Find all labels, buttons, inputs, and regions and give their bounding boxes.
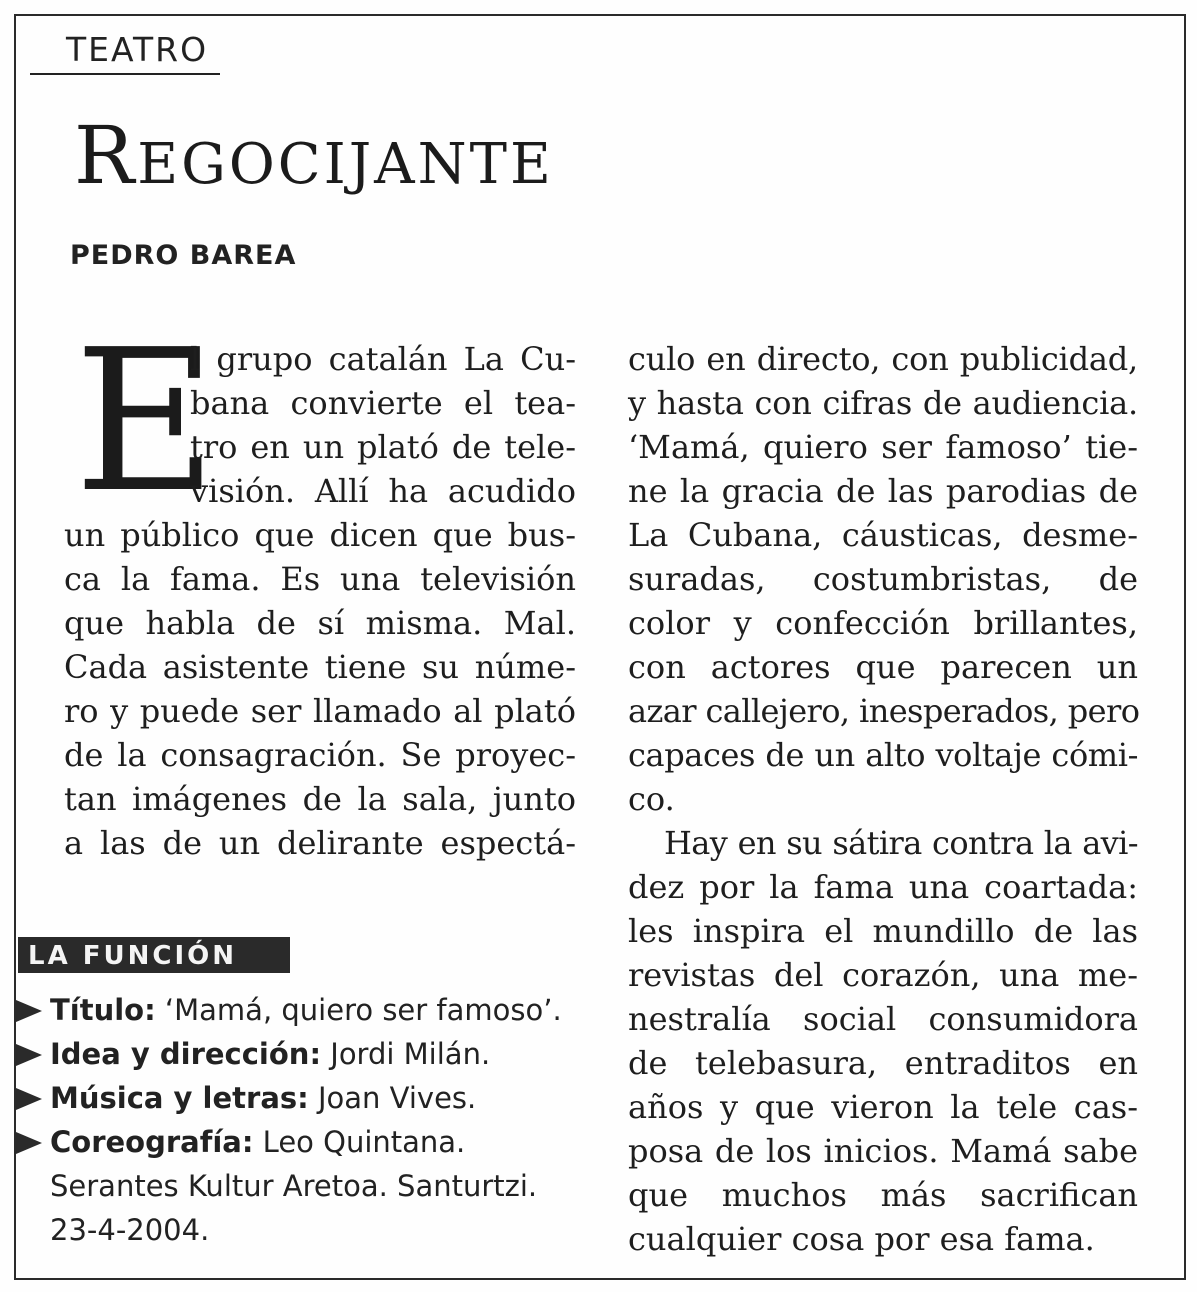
info-key: Música y letras: — [50, 1081, 309, 1115]
text-line: que muchos más sacrifican — [628, 1176, 1138, 1214]
text-line: La Cubana, cáusticas, desme- — [628, 516, 1138, 554]
article-right-column — [628, 337, 1138, 1261]
text-line: color y confección brillantes, — [628, 604, 1138, 642]
info-value: ‘Mamá, quiero ser famoso’. — [164, 993, 562, 1027]
text-line: tro en un plató de tele- — [190, 428, 576, 466]
text-line: visión. Allí ha acudido — [190, 472, 576, 510]
text-line: l grupo catalán La Cu- — [190, 340, 576, 378]
article-lines-beside-dropcap — [190, 337, 576, 513]
text-line: a las de un delirante espectá- — [64, 824, 576, 862]
text-line: ca la fama. Es una televisión — [64, 560, 576, 598]
text-line: co. — [628, 780, 675, 818]
text-line: de la consagración. Se proyec- — [64, 736, 576, 774]
info-box-title: LA FUNCIÓN — [28, 941, 237, 971]
info-value: Leo Quintana. — [262, 1125, 466, 1159]
info-item-music — [14, 1076, 562, 1120]
arrow-icon — [16, 1044, 42, 1066]
info-key: Idea y dirección: — [50, 1037, 322, 1071]
text-line: años y que vieron la tele cas- — [628, 1088, 1138, 1126]
text-line: un público que dicen que bus- — [64, 516, 576, 554]
arrow-icon — [16, 1000, 42, 1022]
text-line: azar callejero, inesperados, pero — [628, 692, 1140, 730]
text-line: Hay en su sátira contra la avi- — [664, 824, 1138, 862]
text-line: ‘Mamá, quiero ser famoso’ tie- — [628, 428, 1138, 466]
info-box-list — [14, 988, 562, 1252]
article-left-column — [64, 513, 576, 865]
text-line: revistas del corazón, una me- — [628, 956, 1138, 994]
text-line: dez por la fama una coartada: — [628, 868, 1138, 906]
text-line: les inspira el mundillo de las — [628, 912, 1138, 950]
section-label: TEATRO — [66, 30, 209, 69]
text-line: tan imágenes de la sala, junto — [64, 780, 576, 818]
text-line: culo en directo, con publicidad, — [628, 340, 1138, 378]
text-line: con actores que parecen un — [628, 648, 1138, 686]
section-rule — [30, 73, 220, 75]
headline: Regocijante — [74, 109, 554, 202]
text-line: nestralía social consumidora — [628, 1000, 1138, 1038]
text-line: y hasta con cifras de audiencia. — [628, 384, 1138, 422]
arrow-icon — [16, 1088, 42, 1110]
arrow-icon — [16, 1132, 42, 1154]
info-key: Título: — [50, 993, 156, 1027]
text-line: de telebasura, entraditos en — [628, 1044, 1138, 1082]
info-box-header — [18, 937, 290, 973]
info-value: Jordi Milán. — [330, 1037, 491, 1071]
info-item-title — [14, 988, 562, 1032]
text-line: suradas, costumbristas, de — [628, 560, 1138, 598]
info-value: Joan Vives. — [317, 1081, 477, 1115]
info-item-direction — [14, 1032, 562, 1076]
info-date: 23-4-2004. — [50, 1213, 210, 1247]
text-line: ne la gracia de las parodias de — [628, 472, 1138, 510]
text-line: cualquier cosa por esa fama. — [628, 1220, 1095, 1258]
text-line: ro y puede ser llamado al plató — [64, 692, 576, 730]
drop-cap: E — [74, 308, 218, 536]
info-item-choreography — [14, 1120, 562, 1164]
text-line: posa de los inicios. Mamá sabe — [628, 1132, 1138, 1170]
text-line: Cada asistente tiene su núme- — [64, 648, 576, 686]
text-line: bana convierte el tea- — [190, 384, 576, 422]
text-line: capaces de un alto voltaje cómi- — [628, 736, 1138, 774]
info-venue: Serantes Kultur Aretoa. Santurtzi. — [50, 1169, 538, 1203]
info-key: Coreografía: — [50, 1125, 254, 1159]
text-line: que habla de sí misma. Mal. — [64, 604, 576, 642]
byline: PEDRO BAREA — [70, 240, 297, 271]
